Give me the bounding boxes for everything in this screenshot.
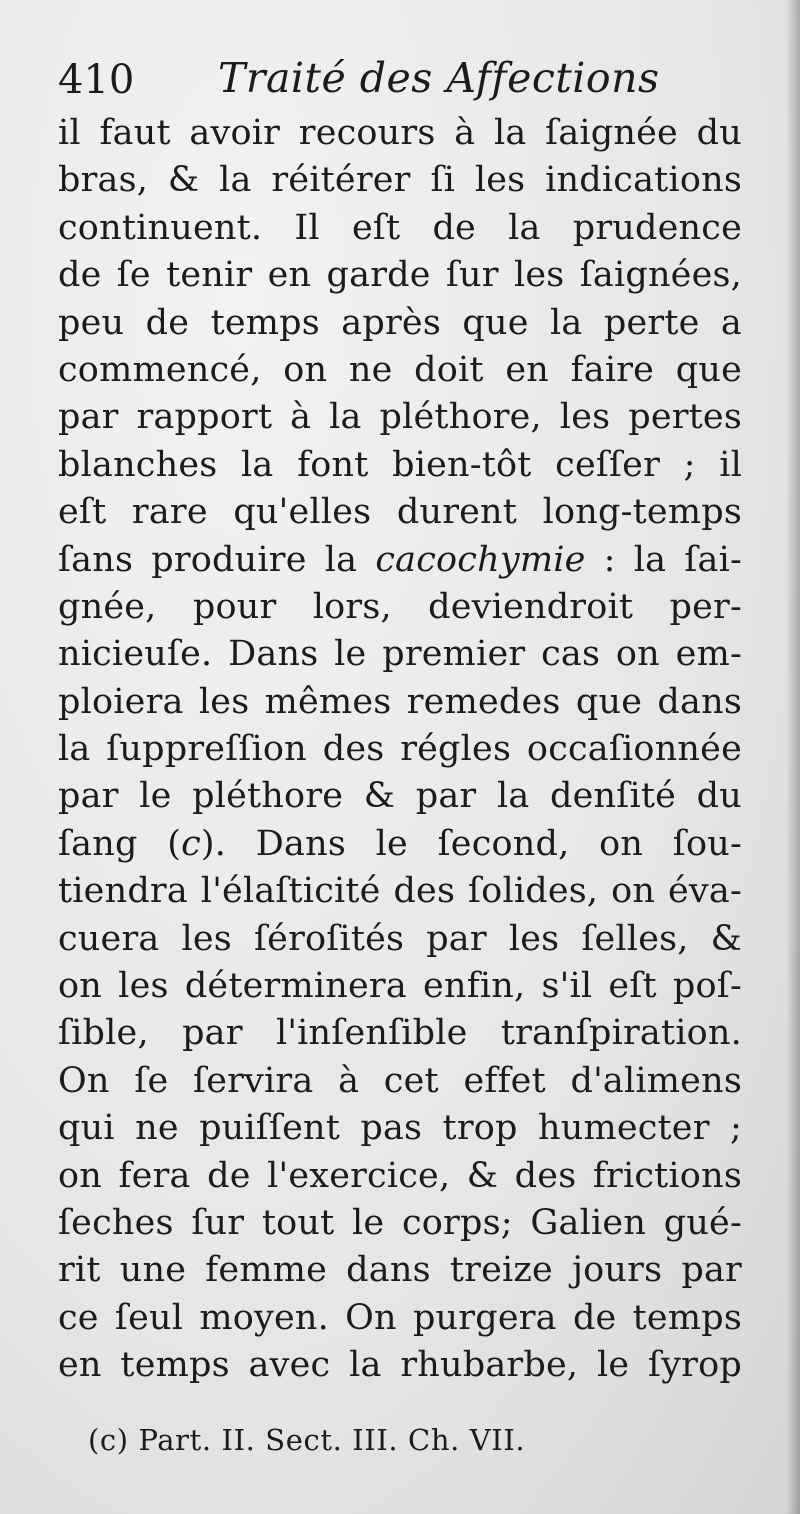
text-line: continuent. Il eſt de la prudence (58, 207, 742, 248)
text-line: ploiera les mêmes remedes que dans (58, 681, 742, 722)
text-line: gnée, pour lors, deviendroit per- (58, 586, 742, 627)
text-line: par rapport à la pléthore, les pertes (58, 397, 742, 438)
body-text (58, 110, 742, 1390)
italic-word: c (181, 823, 201, 864)
italic-word: cacochymie (375, 539, 586, 580)
text-line: la ſuppreſſion des régles occaſionnée (58, 729, 742, 770)
text-line: commencé, on ne doit en faire que (58, 349, 742, 390)
text-line: peu de temps après que la perte a (58, 302, 742, 343)
text-line: ce ſeul moyen. On purgera de temps (58, 1297, 742, 1338)
page-header (58, 54, 748, 106)
text-line: nicieuſe. Dans le premier cas on em- (58, 634, 742, 675)
text-line: ſang (c). Dans le ſecond, on ſou- (58, 823, 742, 864)
footnote: (c) Part. II. Sect. III. Ch. VII. (88, 1423, 526, 1457)
text-line: ſeches ſur tout le corps; Galien gué- (58, 1202, 742, 1243)
text-line: on les déterminera enfin, s'il eſt poſ- (58, 966, 742, 1007)
page-number: 410 (58, 57, 135, 103)
text-line: ſible, par l'inſenſible tranſpiration. (58, 1013, 742, 1054)
text-line: il faut avoir recours à la ſaignée du (58, 113, 742, 153)
text-line: qui ne puiſſent pas trop humecter ; (58, 1108, 742, 1149)
text-line: eſt rare qu'elles durent long-temps (58, 492, 742, 533)
running-title: Traité des Affections (218, 54, 660, 102)
text-line: tiendra l'élaſticité des ſolides, on éva- (58, 871, 742, 912)
text-line: cuera les ſéroſités par les ſelles, & (58, 918, 742, 959)
text-line: blanches la font bien-tôt ceſſer ; il (58, 444, 742, 485)
text-line: en temps avec la rhubarbe, le ſyrop (58, 1345, 742, 1386)
text-line: rit une femme dans treize jours par (58, 1250, 742, 1291)
text-line: par le pléthore & par la denſité du (58, 776, 742, 817)
text-line: on fera de l'exercice, & des frictions (58, 1155, 742, 1196)
text-line: bras, & la réitérer ſi les indications (58, 160, 742, 201)
text-line: ſans produire la cacochymie : la ſai- (58, 539, 742, 580)
text-line: On ſe ſervira à cet effet d'alimens (58, 1060, 742, 1101)
text-line: de ſe tenir en garde ſur les ſaignées, (58, 255, 742, 296)
